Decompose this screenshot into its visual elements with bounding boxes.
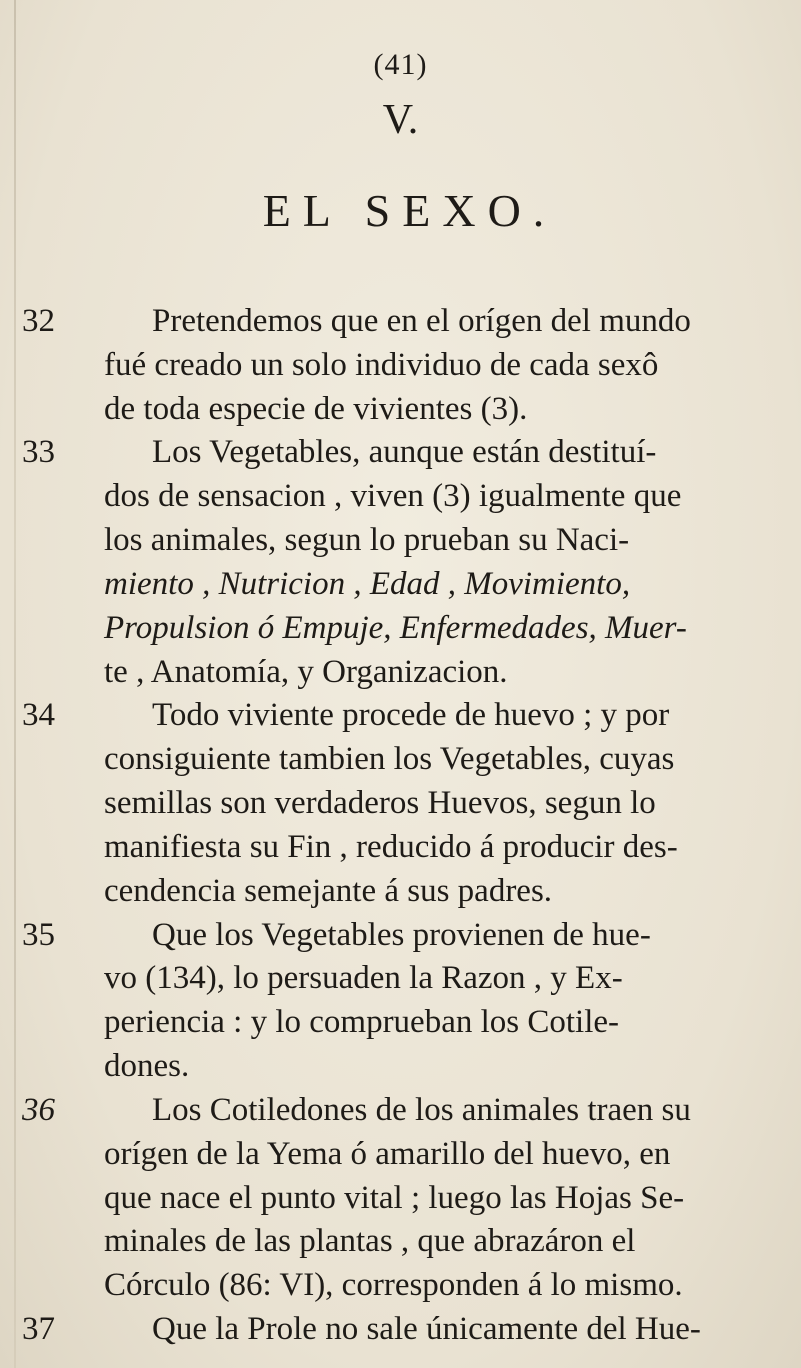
- paragraph-number: 32: [22, 303, 55, 339]
- paragraph-number: 37: [22, 1311, 55, 1347]
- chapter-number: V.: [382, 97, 419, 143]
- book-page: (41) V. EL SEXO. 32 Pretendemos que en el orígen del mundo fué creado un solo individuo de cada sexô de toda especie de vivientes (3). 33 Los Vegetables, aunque están destituí- dos de sensacion , viven (3) igualmente que los animales, segun lo prueban su Naci- miento , Nutricion , Edad , Movimiento, Propulsion ó Empuje, Enfermedades, Muer- te , Anatomía, y Organizacion. 34 Todo viviente procede de huevo ; y por consiguiente tambien los Vegetables, cuyas semillas son verdaderos Huevos, segun lo manifiesta su Fin , reducido á producir des- cendencia semejante á sus padres. 35 Que los Vegetables provienen de hue- vo (134), lo persuaden la Razon , y Ex- periencia : y lo comprueban los Cotile- dones. 36 Los Cotiledones de los animales traen su orígen de la Yema ó amarillo del huevo, en que nace el punto vital ; luego las Hojas Se- minales de las plantas , que abrazáron el Córculo (86: VI), corresponden á lo mismo. 37 Que la Prole no sale únicamente del Hue-: [0, 0, 801, 1368]
- paragraph-number: 34: [22, 697, 55, 734]
- paragraph-number: 36: [22, 1091, 55, 1128]
- paragraph-number: 35: [22, 916, 55, 953]
- chapter-title: EL SEXO.: [262, 185, 557, 236]
- page-number: (41): [373, 48, 428, 81]
- paragraph-number: 33: [22, 434, 55, 471]
